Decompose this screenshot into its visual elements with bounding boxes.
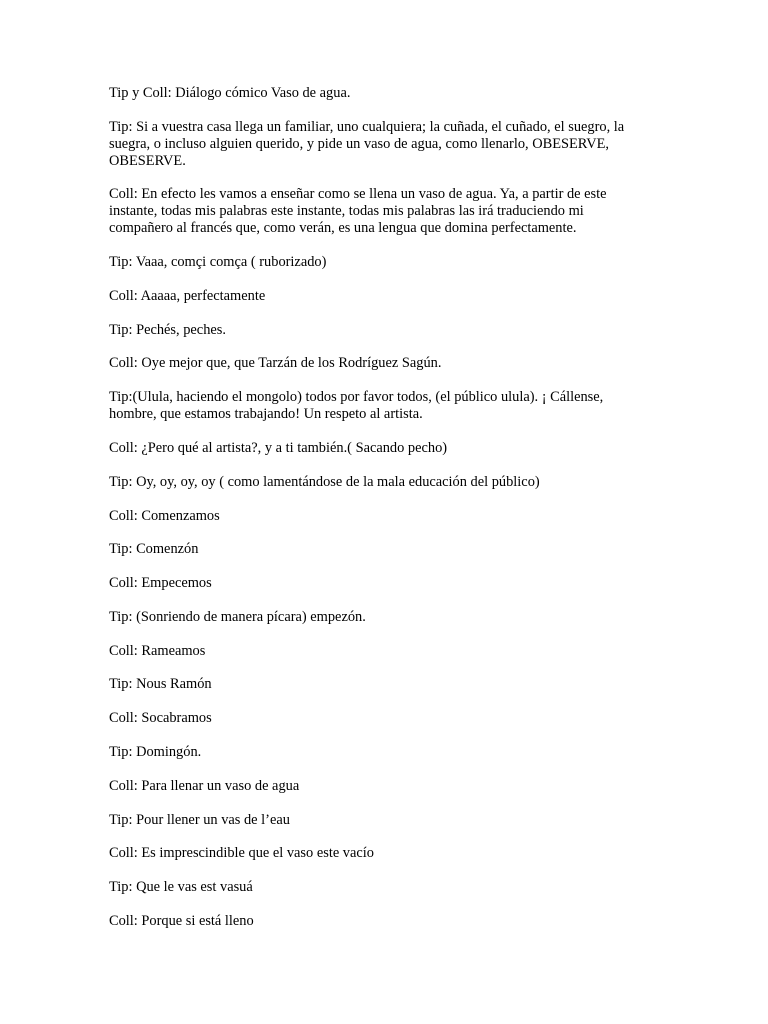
- dialogue-paragraph: Tip: Pechés, peches.: [109, 321, 226, 338]
- dialogue-paragraph: Tip: (Sonriendo de manera pícara) empezón.: [109, 608, 366, 625]
- document-title: Tip y Coll: Diálogo cómico Vaso de agua.: [109, 85, 351, 101]
- dialogue-paragraph: Tip: Comenzón: [109, 541, 199, 558]
- dialogue-paragraph: Coll: Para llenar un vaso de agua: [109, 777, 300, 794]
- dialogue-paragraph: Tip: Pour llener un vas de l’eau: [109, 811, 290, 828]
- dialogue-paragraph: Tip: Si a vuestra casa llega un familiar, uno cualquiera; la cuñada, el cuñado, el suegro, la suegra, o incluso alguien querido, y pide un vaso de agua, como llenarlo, OBESERVE, OBESERVE.: [109, 118, 625, 169]
- dialogue-paragraph: Coll: ¿Pero qué al artista?, y a ti también.( Sacando pecho): [109, 439, 448, 456]
- dialogue-paragraph: Tip:(Ulula, haciendo el mongolo) todos por favor todos, (el público ulula). ¡ Cállense, hombre, que estamos trabajando! Un respeto al artista.: [109, 389, 604, 423]
- dialogue-paragraph: Tip: Vaaa, comçi comça ( ruborizado): [109, 254, 327, 271]
- document-page: [109, 85, 649, 947]
- dialogue-paragraph: Tip: Nous Ramón: [109, 676, 212, 693]
- dialogue-paragraph: Coll: Comenzamos: [109, 507, 220, 524]
- dialogue-paragraph: Tip: Que le vas est vasuá: [109, 879, 253, 896]
- dialogue-paragraph: Tip: Domingón.: [109, 744, 202, 761]
- dialogue-paragraph: Coll: Rameamos: [109, 642, 206, 659]
- dialogue-paragraph: Coll: Porque si está lleno: [109, 913, 254, 930]
- dialogue-paragraph: Coll: En efecto les vamos a enseñar como se llena un vaso de agua. Ya, a partir de este instante, todas mis palabras este instante, todas mis palabras las irá traduciendo mi compañero al francés que, como verán, es una lengua que domina perfectamente.: [109, 186, 607, 237]
- dialogue-paragraph: Coll: Aaaaa, perfectamente: [109, 287, 266, 304]
- dialogue-paragraph: Coll: Oye mejor que, que Tarzán de los Rodríguez Sagún.: [109, 355, 442, 372]
- dialogue-paragraph: Coll: Socabramos: [109, 710, 212, 727]
- dialogue-paragraph: Tip: Oy, oy, oy, oy ( como lamentándose de la mala educación del público): [109, 473, 540, 490]
- dialogue-paragraph: Coll: Empecemos: [109, 575, 212, 592]
- dialogue-paragraph: Coll: Es imprescindible que el vaso este vacío: [109, 845, 374, 862]
